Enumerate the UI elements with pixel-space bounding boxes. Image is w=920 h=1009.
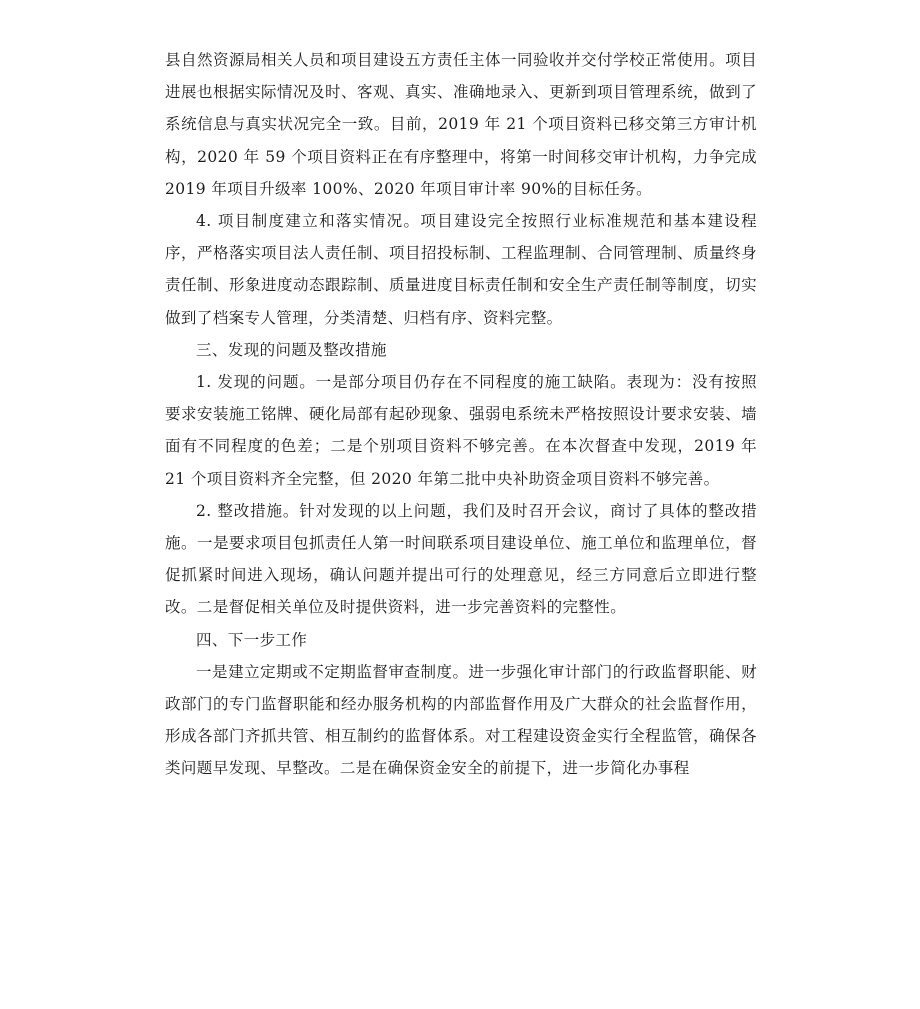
paragraph-rectification: 2. 整改措施。针对发现的以上问题，我们及时召开会议，商讨了具体的整改措施。一是要求项目包抓责任人第一时间联系项目建设单位、施工单位和监理单位，督促抓紧时间进入现场，确认问题并提出可行的处理意见，经三方同意后立即进行整改。二是督促相关单位及时提供资料，进一步完善资料的完整性。 [165, 501, 757, 617]
paragraph-problems-found: 1. 发现的问题。一是部分项目仍存在不同程度的施工缺陷。表现为：没有按照要求安装施工铭牌、硬化局部有起砂现象、强弱电系统未严格按照设计要求安装、墙面有不同程度的色差；二是个别项目资料不够完善。在本次督查中发现，2019 年 21 个项目资料齐全完整，但 2020 年第二批中央补助资金项目资料不够完善。 [165, 373, 757, 488]
paragraph-next-steps: 一是建立定期或不定期监督审查制度。进一步强化审计部门的行政监督职能、财政部门的专门监督职能和经办服务机构的内部监督作用及广大群众的社会监督作用，形成各部门齐抓共管、相互制约的监督体系。对工程建设资金实行全程监管，确保各类问题早发现、早整改。二是在确保资金安全的前提下，进一步简化办事程 [165, 662, 757, 778]
paragraph-project-system: 4. 项目制度建立和落实情况。项目建设完全按照行业标准规范和基本建设程序，严格落实项目法人责任制、项目招投标制、工程监理制、合同管理制、质量终身责任制、形象进度动态跟踪制、质量进度目标责任制和安全生产责任制等制度，切实做到了档案专人管理，分类清楚、归档有序、资料完整。 [165, 212, 757, 327]
section-heading-next-steps: 四、下一步工作 [196, 630, 308, 649]
paragraph-continuation: 县自然资源局相关人员和项目建设五方责任主体一同验收并交付学校正常使用。项目进展也根据实际情况及时、客观、真实、准确地录入、更新到项目管理系统，做到了系统信息与真实状况完全一致。目前，2019 年 21 个项目资料已移交第三方审计机构，2020 年 59 个项目资料正在有序整理中，将第一时间移交审计机构，力争完成 2019 年项目升级率 100%、2020 年项目审计率 90%的目标任务。 [165, 51, 757, 198]
document-body [165, 44, 757, 785]
section-heading-problems: 三、发现的问题及整改措施 [196, 340, 387, 359]
